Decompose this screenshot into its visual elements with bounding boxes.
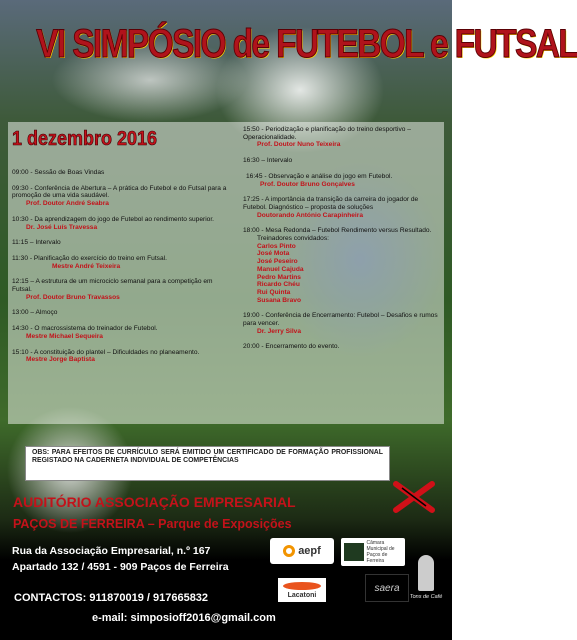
item-text: A constituição do plantel – Dificuldades no planeamento. — [34, 348, 200, 356]
item-time: 15:50 — [243, 126, 260, 133]
item-text: Periodização e planificação do treino desportivo – Operacionalidade. — [243, 126, 411, 141]
item-time: 18:00 — [243, 227, 260, 235]
panel-speaker: Susana Bravo — [257, 296, 301, 304]
schedule-item: 19:00 - Conferência de Encerramento: Futebol – Desafios e rumos para vencer. Dr. Jerry Silva — [243, 312, 443, 335]
item-time: 11:15 — [12, 239, 29, 247]
schedule-item: 11:15 – Intervalo — [12, 239, 61, 247]
schedule-item: 13:00 – Almoço — [12, 309, 58, 317]
swoosh-icon — [283, 582, 321, 590]
item-speaker: Prof. Doutor Bruno Gonçalves — [260, 180, 355, 188]
item-text: Almoço — [35, 309, 58, 317]
contact-email: e-mail: simposioff2016@gmail.com — [92, 612, 276, 624]
item-text: Conferência de Encerramento: Futebol – Desafios e rumos para vencer. — [243, 312, 438, 328]
item-time: 17:25 — [243, 196, 260, 204]
item-text: Encerramento do evento. — [265, 343, 340, 351]
camara-logo — [341, 538, 405, 566]
tons-de-cafe-logo — [402, 540, 450, 600]
item-time: 13:00 — [12, 309, 29, 317]
item-speaker: Prof. Doutor Nuno Teixeira — [257, 141, 341, 149]
item-time: 12:15 — [12, 278, 29, 286]
item-time: 10:30 — [12, 215, 29, 223]
event-date: 1 dezembro 2016 — [12, 128, 158, 150]
schedule-item: 18:00 - Mesa Redonda – Futebol Rendimento versus Resultado. Treinadores convidados: Carlos Pinto José Mota José Peseiro Manuel Cajuda Pedro Martins Ricardo Chéu Rui Quinta Susana Bravo — [243, 227, 443, 304]
item-subtitle: Treinadores convidados: — [257, 235, 329, 243]
item-time: 16:45 — [246, 172, 263, 180]
item-text: Planificação do exercício do treino em Futsal. — [33, 254, 167, 262]
item-text: A importância da transição da carreira do jogador de Futebol. Diagnóstico – proposta de soluções — [243, 196, 419, 211]
venue-name: AUDITÓRIO ASSOCIAÇÃO EMPRESARIAL — [13, 494, 296, 510]
schedule-item: 17:25 - A importância da transição da carreira do jogador de Futebol. Diagnóstico – proposta de soluções Doutorando António Carapinheira — [243, 196, 443, 219]
panel-speaker: Rui Quinta — [257, 288, 291, 296]
item-time: 16:30 — [243, 157, 260, 165]
schedule-item: 09:00 - Sessão de Boas Vindas — [12, 169, 105, 176]
figure-icon — [418, 555, 434, 591]
schedule-item: 14:30 - O macrossistema do treinador de Futebol. Mestre Michael Sequeira — [12, 325, 227, 340]
item-speaker: Dr. Jerry Silva — [257, 327, 301, 335]
item-time: 19:00 — [243, 312, 260, 320]
poster-title: VI SIMPÓSIO de FUTEBOL e FUTSAL — [36, 22, 577, 66]
panel-speaker: Manuel Cajuda — [257, 265, 304, 273]
schedule-item: 12:15 – A estrutura de um microciclo semanal para a competição em Futsal. Prof. Doutor Bruno Travassos — [12, 278, 227, 301]
saera-logo-text: saera — [374, 582, 400, 594]
item-time: 09:30 — [12, 184, 29, 192]
schedule-left — [12, 169, 227, 372]
schedule-item: 20:00 - Encerramento do evento. — [243, 343, 340, 351]
venue-location: PAÇOS DE FERREIRA – Parque de Exposições — [13, 517, 292, 531]
item-time: 11:30 — [12, 254, 29, 262]
schedule-item: 11:30 - Planificação do exercício do treino em Futsal. Mestre André Teixeira — [12, 255, 227, 270]
item-text: Observação e análise do jogo em Futebol. — [268, 172, 393, 180]
address-line-1: Rua da Associação Empresarial, n.º 167 — [12, 545, 211, 557]
item-speaker: Mestre André Teixeira — [52, 262, 121, 270]
panel-speaker: José Peseiro — [257, 258, 298, 266]
schedule-item: 15:10 - A constituição do plantel – Dificuldades no planeamento. Mestre Jorge Baptista — [12, 349, 227, 364]
schedule-item: 15:50 - Periodização e planificação do treino desportivo – Operacionalidade. Prof. Doutor Nuno Teixeira — [243, 126, 443, 149]
panel-speaker: Carlos Pinto — [257, 242, 296, 250]
panel-speaker: José Mota — [257, 250, 290, 258]
ring-icon — [283, 545, 295, 557]
item-speaker: Dr. José Luís Travessa — [26, 223, 98, 231]
schedule-right — [243, 126, 443, 359]
schedule-item: 10:30 - Da aprendizagem do jogo de Futebol ao rendimento superior. Dr. José Luís Travessa — [12, 216, 227, 231]
schedule-item: 16:30 – Intervalo — [243, 157, 293, 165]
item-text: O macrossistema do treinador de Futebol. — [34, 325, 158, 333]
aepf-logo-text: aepf — [298, 545, 321, 557]
certificate-note: OBS: PARA EFEITOS DE CURRÍCULO SERÁ EMITIDO UM CERTIFICADO DE FORMAÇÃO PROFISSIONAL REGISTADO NA CADERNETA INDIVIDUAL DE COMPETÊNCIAS — [25, 446, 390, 481]
item-speaker: Mestre Jorge Baptista — [26, 356, 95, 364]
lacatoni-logo-text: Lacatoni — [287, 591, 317, 599]
item-speaker: Doutorando António Carapinheira — [257, 211, 363, 219]
red-x-logo — [392, 480, 436, 514]
item-text: Sessão de Boas Vindas — [34, 169, 105, 176]
panel-speaker: Pedro Martins — [257, 273, 301, 281]
schedule-item: 09:30 - Conferência de Abertura – A prática do Futebol e do Futsal para a promoção de uma vida saudável. Prof. Doutor André Seabra — [12, 184, 227, 208]
item-text: Intervalo — [266, 157, 293, 165]
x-mark-icon — [392, 480, 436, 514]
item-speaker: Prof. Doutor Bruno Travassos — [26, 293, 120, 301]
item-text: Conferência de Abertura – A prática do Futebol e do Futsal para a promoção de uma vida saudável. — [12, 184, 227, 200]
item-time: 15:10 — [12, 348, 29, 356]
camara-logo-text: Câmara Municipal de Paços de Ferreira — [366, 540, 395, 564]
item-speaker: Prof. Doutor André Seabra — [26, 200, 109, 208]
item-time: 20:00 — [243, 343, 260, 351]
tons-logo-text: Tons de Café — [409, 594, 443, 600]
item-time: 09:00 — [12, 169, 29, 176]
item-time: 14:30 — [12, 325, 29, 333]
contact-phones: CONTACTOS: 911870019 / 917665832 — [14, 592, 209, 604]
item-text: Da aprendizagem do jogo de Futebol ao rendimento superior. — [34, 215, 215, 223]
item-text: Mesa Redonda – Futebol Rendimento versus Resultado. — [265, 227, 432, 235]
building-icon — [344, 543, 364, 561]
item-text: A estrutura de um microciclo semanal para a competição em Futsal. — [12, 278, 213, 294]
aepf-logo — [270, 538, 334, 564]
panel-speakers — [243, 243, 443, 305]
item-text: Intervalo — [35, 239, 61, 247]
address-line-2: Apartado 132 / 4591 - 909 Paços de Ferreira — [12, 561, 229, 573]
lacatoni-logo — [278, 578, 326, 602]
item-speaker: Mestre Michael Sequeira — [26, 332, 103, 340]
panel-speaker: Ricardo Chéu — [257, 281, 300, 289]
schedule-item: 16:45 - Observação e análise do jogo em Futebol. Prof. Doutor Bruno Gonçalves — [243, 173, 443, 188]
